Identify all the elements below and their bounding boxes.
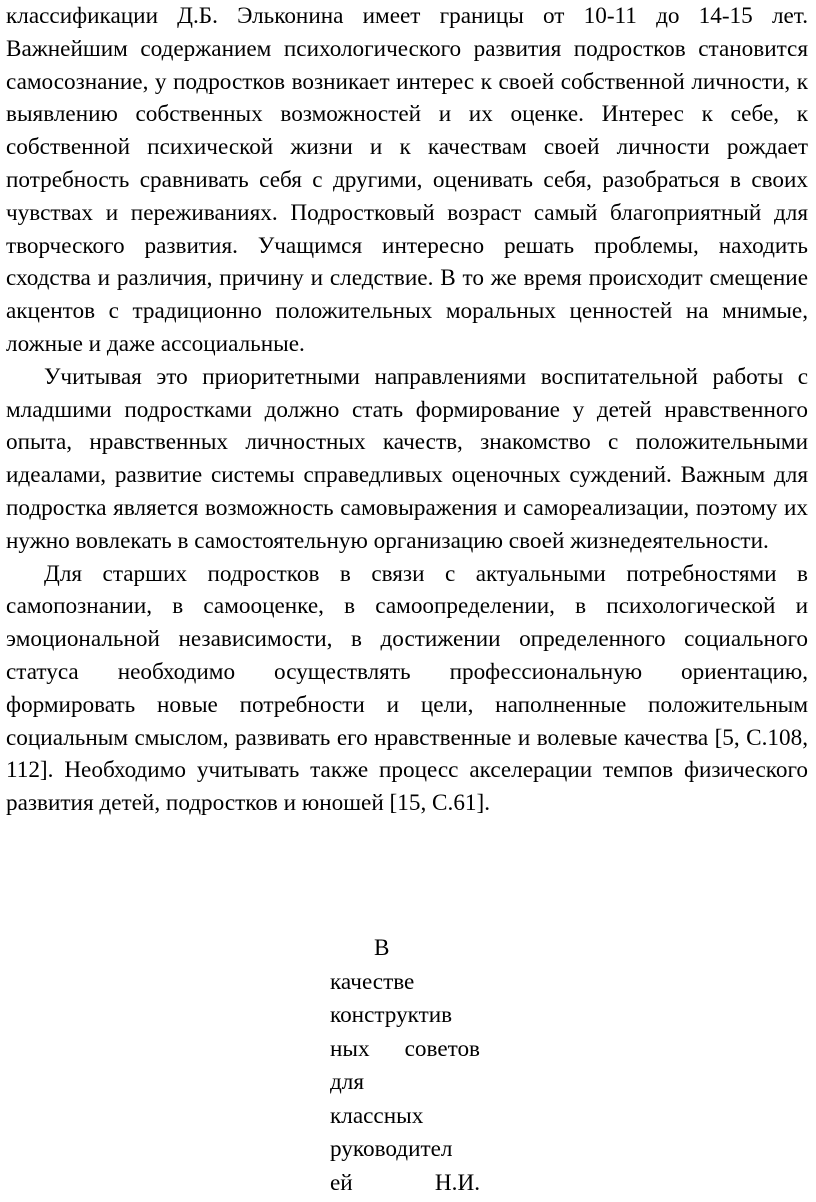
body-text bbox=[6, 0, 808, 820]
narrow-line-3: конструктив bbox=[330, 1002, 453, 1028]
paragraph-1: классификации Д.Б. Эльконина имеет границы от 10-11 до 14-15 лет. Важнейшим содержанием психологического развития подростков становится самосознание, у подростков возникает интерес к своей собственной личности, к выявлению собственных возможностей и их оценке. Интерес к себе, к собственной психической жизни и к качествам своей личности рождает потребность сравнивать себя с другими, оценивать себя, разобраться в своих чувствах и переживаниях. Подростковый возраст самый благоприятный для творческого развития. Учащимся интересно решать проблемы, находить сходства и различия, причину и следствие. В то же время происходит смещение акцентов с традиционно положительных моральных ценностей на мнимые, ложные и даже ассоциальные. bbox=[6, 3, 808, 357]
narrow-line-8: ей Н.И. bbox=[330, 1169, 480, 1196]
paragraph-2: Учитывая это приоритетными направлениями воспитательной работы с младшими подростками должно стать формирование у детей нравственного опыта, нравственных личностных качеств, знакомство с положительными идеалами, развитие системы справедливых оценочных суждений. Важным для подростка является возможность самовыражения и самореализации, поэтому их нужно вовлекать в самостоятельную организацию своей жизнедеятельности. bbox=[6, 363, 808, 554]
narrow-line-7: руководител bbox=[330, 1136, 453, 1162]
narrow-text-column bbox=[330, 932, 480, 1200]
narrow-line-5: для bbox=[330, 1069, 365, 1095]
paragraph-3: Для старших подростков в связи с актуальными потребностями в самопознании, в самооценке, в самоопределении, в психологической и эмоциональной независимости, в достижении определенного социального статуса необходимо осуществлять профессиональную ориентацию, формировать новые потребности и цели, наполненные положительным социальным смыслом, развивать его нравственные и волевые качества [5, С.108, 112]. Необходимо учитывать также процесс акселерации темпов физического развития детей, подростков и юношей [15, С.61]. bbox=[6, 560, 808, 817]
narrow-line-2: качестве bbox=[330, 968, 415, 995]
narrow-line-6: классных bbox=[330, 1102, 424, 1129]
narrow-line-4: ных советов bbox=[330, 1035, 480, 1062]
narrow-line-1: В bbox=[374, 935, 390, 961]
